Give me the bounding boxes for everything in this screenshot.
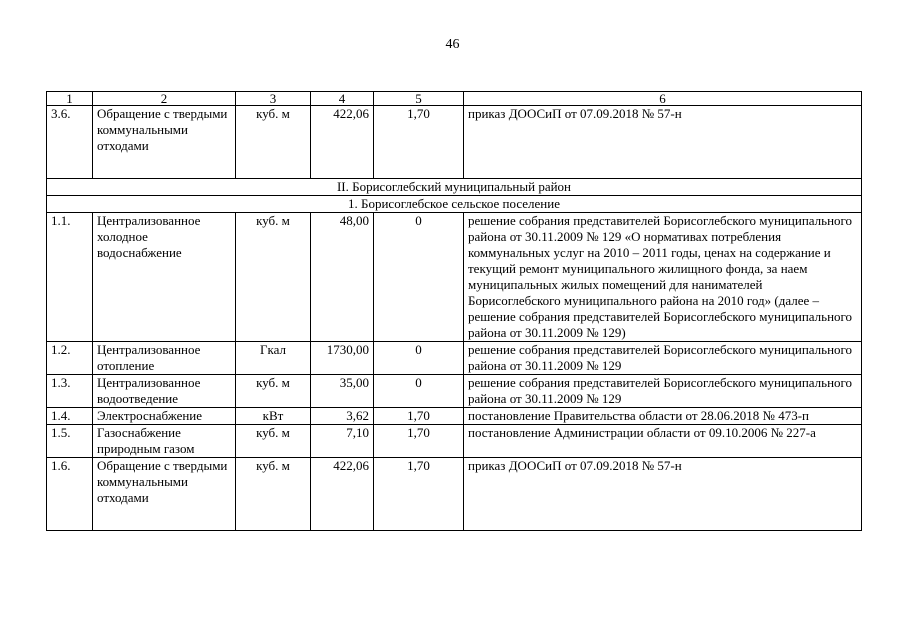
row-number: 3.6.: [47, 106, 93, 179]
header-cell: 4: [311, 92, 374, 106]
header-cell: 3: [236, 92, 311, 106]
service-name: Централизованное отопление: [93, 342, 236, 375]
section-row: [47, 179, 862, 196]
row-number: 1.4.: [47, 408, 93, 425]
norms-table: [46, 91, 862, 531]
legal-document: приказ ДООСиП от 07.09.2018 № 57-н: [464, 106, 862, 179]
norm-value: 7,10: [311, 425, 374, 458]
unit: кВт: [236, 408, 311, 425]
service-name: Централизованное водоотведение: [93, 375, 236, 408]
norm-value: 48,00: [311, 213, 374, 342]
header-cell: 1: [47, 92, 93, 106]
coefficient: 1,70: [374, 408, 464, 425]
legal-document: решение собрания представителей Борисоглебского муниципального района от 30.11.2009 № 129 «О нормативах потребления коммунальных услуг на 2010 – 2011 годы, ценах на содержание и текущий ремонт муниципального жилищного фонда, за наем муниципальных жилых помещений для нанимателей Борисоглебского муниципального района на 2010 год» (далее – решение собрания представителей Борисоглебского муниципального района от 30.11.2009 № 129): [464, 213, 862, 342]
service-name: Газоснабжение природным газом: [93, 425, 236, 458]
norm-value: 422,06: [311, 106, 374, 179]
norm-value: 1730,00: [311, 342, 374, 375]
unit: Гкал: [236, 342, 311, 375]
table-row: [47, 375, 862, 408]
norm-value: 35,00: [311, 375, 374, 408]
table-row: [47, 213, 862, 342]
header-row: [47, 92, 862, 106]
norm-value: 3,62: [311, 408, 374, 425]
table-row: [47, 408, 862, 425]
service-name: Обращение с твердыми коммунальными отходами: [93, 106, 236, 179]
legal-document: приказ ДООСиП от 07.09.2018 № 57-н: [464, 458, 862, 531]
header-cell: 2: [93, 92, 236, 106]
legal-document: решение собрания представителей Борисоглебского муниципального района от 30.11.2009 № 129: [464, 375, 862, 408]
service-name: Централизованное холодное водоснабжение: [93, 213, 236, 342]
coefficient: 1,70: [374, 458, 464, 531]
coefficient: 0: [374, 375, 464, 408]
row-number: 1.1.: [47, 213, 93, 342]
coefficient: 1,70: [374, 425, 464, 458]
service-name: Обращение с твердыми коммунальными отходами: [93, 458, 236, 531]
row-number: 1.5.: [47, 425, 93, 458]
table-row: [47, 458, 862, 531]
unit: куб. м: [236, 375, 311, 408]
legal-document: постановление Администрации области от 09.10.2006 № 227-а: [464, 425, 862, 458]
header-cell: 6: [464, 92, 862, 106]
unit: куб. м: [236, 458, 311, 531]
row-number: 1.2.: [47, 342, 93, 375]
unit: куб. м: [236, 425, 311, 458]
section-title: 1. Борисоглебское сельское поселение: [47, 196, 862, 213]
coefficient: 0: [374, 213, 464, 342]
table-row: [47, 342, 862, 375]
page-number: 46: [445, 37, 460, 52]
section-row: [47, 196, 862, 213]
service-name: Электроснабжение: [93, 408, 236, 425]
coefficient: 1,70: [374, 106, 464, 179]
section-title: II. Борисоглебский муниципальный район: [47, 179, 862, 196]
legal-document: постановление Правительства области от 28.06.2018 № 473-п: [464, 408, 862, 425]
table-row: [47, 425, 862, 458]
legal-document: решение собрания представителей Борисоглебского муниципального района от 30.11.2009 № 129: [464, 342, 862, 375]
unit: куб. м: [236, 106, 311, 179]
row-number: 1.3.: [47, 375, 93, 408]
row-number: 1.6.: [47, 458, 93, 531]
unit: куб. м: [236, 213, 311, 342]
norm-value: 422,06: [311, 458, 374, 531]
header-cell: 5: [374, 92, 464, 106]
table-row: [47, 106, 862, 179]
coefficient: 0: [374, 342, 464, 375]
